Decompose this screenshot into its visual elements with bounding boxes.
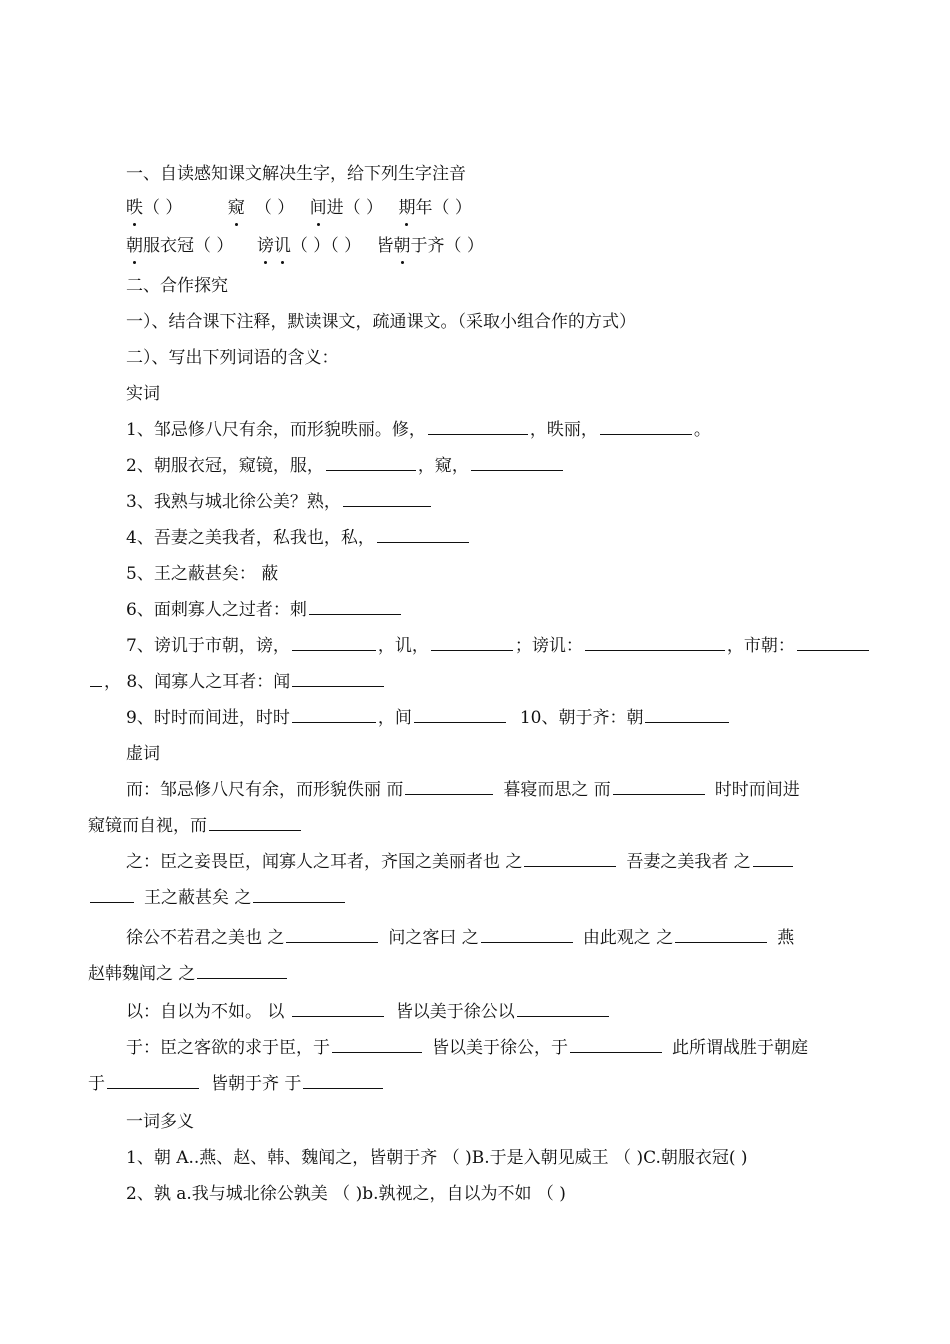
answer-blank[interactable] bbox=[570, 1036, 662, 1053]
answer-blank[interactable] bbox=[303, 1072, 383, 1089]
question-text: 7、谤讥于市朝，谤， bbox=[126, 636, 290, 656]
question-text: 燕 bbox=[777, 928, 795, 948]
question-text: ，讥， bbox=[377, 636, 429, 656]
paren[interactable]: （ ） bbox=[330, 236, 362, 256]
question-text: 赵韩魏闻之 之 bbox=[88, 964, 196, 984]
answer-blank[interactable] bbox=[343, 490, 431, 507]
question-text: ，间 bbox=[377, 708, 412, 728]
answer-blank[interactable] bbox=[292, 634, 376, 651]
section-2-title: 二、合作探究 bbox=[126, 276, 228, 296]
question-text: 3、我熟与城北徐公美？熟， bbox=[126, 492, 341, 512]
char: 期 bbox=[398, 198, 416, 218]
paren[interactable]: （ ） bbox=[432, 198, 472, 218]
answer-blank[interactable] bbox=[613, 778, 705, 795]
answer-blank[interactable] bbox=[292, 1000, 384, 1017]
question-7 bbox=[126, 634, 871, 658]
question-text: 而：邹忌修八尺有余，而形貌佚丽 而 bbox=[126, 780, 404, 800]
xuci-zhi-1 bbox=[126, 850, 795, 874]
answer-blank[interactable] bbox=[431, 634, 513, 651]
paren[interactable]: （ ） bbox=[444, 236, 484, 256]
xuci-yu-2 bbox=[88, 1072, 385, 1096]
xuci-yi bbox=[126, 1000, 611, 1024]
answer-blank[interactable] bbox=[675, 926, 767, 943]
paren[interactable]: （ ） bbox=[143, 198, 183, 218]
paren[interactable]: （ ） bbox=[343, 198, 384, 218]
heading-duoyi: 一词多义 bbox=[126, 1112, 194, 1132]
answer-blank[interactable] bbox=[107, 1072, 199, 1089]
heading-shici: 实词 bbox=[126, 384, 160, 404]
answer-blank[interactable] bbox=[309, 598, 401, 615]
answer-blank[interactable] bbox=[209, 814, 301, 831]
question-text: 9、时时而间进，时时 bbox=[126, 708, 290, 728]
answer-blank[interactable] bbox=[645, 706, 729, 723]
answer-blank[interactable] bbox=[286, 926, 378, 943]
question-text: 1、邹忌修八尺有余，而形貌昳丽。修， bbox=[126, 420, 426, 440]
instruction-2: 二）、写出下列词语的含义： bbox=[126, 348, 339, 368]
question-text: 时时而间进 bbox=[714, 780, 800, 800]
answer-blank[interactable] bbox=[405, 778, 493, 795]
answer-blank[interactable] bbox=[600, 418, 692, 435]
answer-blank[interactable] bbox=[377, 526, 469, 543]
question-text: ，市朝： bbox=[726, 636, 795, 656]
char: 进 bbox=[326, 198, 344, 218]
paren[interactable]: （ ） bbox=[254, 198, 295, 218]
question-text: 皆以美于徐公，于 bbox=[432, 1038, 568, 1058]
answer-blank[interactable] bbox=[253, 886, 345, 903]
question-text: 由此观之 之 bbox=[582, 928, 674, 948]
char: 朝 bbox=[393, 236, 411, 256]
answer-blank[interactable] bbox=[481, 926, 573, 943]
answer-blank[interactable] bbox=[197, 962, 287, 979]
question-3 bbox=[126, 490, 433, 514]
question-text: 徐公不若君之美也 之 bbox=[126, 928, 285, 948]
question-text: 以：自以为不如。 以 bbox=[126, 1002, 290, 1022]
answer-blank[interactable] bbox=[326, 454, 416, 471]
xuci-yu-1 bbox=[126, 1036, 808, 1060]
duoyi-1: 1、朝 A..燕、赵、韩、魏闻之，皆朝于齐 （ )B.于是入朝见威王 （ )C.朝服衣冠( ) bbox=[126, 1148, 748, 1168]
char: 于齐 bbox=[410, 236, 445, 256]
question-7-8-continued bbox=[88, 670, 386, 694]
answer-blank[interactable] bbox=[524, 850, 616, 867]
char: 谤 bbox=[256, 236, 274, 256]
question-text: 问之客曰 之 bbox=[388, 928, 479, 948]
question-text: 暮寝而思之 而 bbox=[503, 780, 611, 800]
question-text: ，昳丽， bbox=[529, 420, 598, 440]
question-text: 。 bbox=[693, 420, 711, 440]
xuci-er-continued bbox=[88, 814, 303, 838]
question-5: 5、王之蔽甚矣： 蔽 bbox=[126, 564, 279, 584]
char: 皆 bbox=[376, 236, 394, 256]
instruction-1: 一）、结合课下注释，默读课文，疏通课文。（采取小组合作的方式） bbox=[126, 312, 636, 332]
char: 昳 bbox=[126, 198, 143, 218]
question-text: ，窥， bbox=[417, 456, 469, 476]
question-text: 吾妻之美我者 之 bbox=[626, 852, 751, 872]
xuci-er bbox=[126, 778, 800, 802]
char: 年 bbox=[415, 198, 433, 218]
question-2 bbox=[126, 454, 565, 478]
question-text: 此所谓战胜于朝庭 bbox=[672, 1038, 808, 1058]
question-text: 于：臣之客欲的求于臣，于 bbox=[126, 1038, 330, 1058]
answer-blank[interactable] bbox=[90, 670, 102, 687]
pinyin-row-1 bbox=[126, 196, 472, 220]
question-text: ；谤讥： bbox=[514, 636, 583, 656]
char: 间 bbox=[309, 198, 327, 218]
xuci-zhi-4 bbox=[88, 962, 289, 986]
question-6 bbox=[126, 598, 403, 622]
answer-blank[interactable] bbox=[585, 634, 725, 651]
answer-blank[interactable] bbox=[517, 1000, 609, 1017]
answer-blank[interactable] bbox=[471, 454, 563, 471]
heading-xuci: 虚词 bbox=[126, 744, 160, 764]
char: 服衣冠 bbox=[143, 236, 194, 256]
answer-blank[interactable] bbox=[753, 850, 793, 867]
question-text: 6、面刺寡人之过者：刺 bbox=[126, 600, 307, 620]
question-text: 皆以美于徐公以 bbox=[395, 1002, 515, 1022]
answer-blank[interactable] bbox=[428, 418, 528, 435]
paren[interactable]: （ ） bbox=[290, 236, 331, 256]
section-1-title: 一、自读感知课文解决生字，给下列生字注音 bbox=[126, 164, 466, 184]
question-text: 之：臣之妾畏臣，闻寡人之耳者，齐国之美丽者也 之 bbox=[126, 852, 523, 872]
char: 窥 bbox=[227, 198, 245, 218]
pinyin-row-2 bbox=[126, 234, 484, 258]
question-text: 10、朝于齐：朝 bbox=[519, 708, 644, 728]
answer-blank[interactable] bbox=[332, 1036, 422, 1053]
char: 讥 bbox=[273, 236, 291, 256]
paren[interactable]: （ ） bbox=[194, 236, 234, 256]
question-4 bbox=[126, 526, 471, 550]
question-text: 4、吾妻之美我者，私我也，私， bbox=[126, 528, 375, 548]
answer-blank[interactable] bbox=[414, 706, 506, 723]
xuci-zhi-3 bbox=[126, 926, 794, 950]
answer-blank[interactable] bbox=[797, 634, 869, 651]
duoyi-2: 2、孰 a.我与城北徐公孰美 （ )b.孰视之，自以为不如 （ ) bbox=[126, 1184, 566, 1204]
question-text: 王之蔽甚矣 之 bbox=[144, 888, 252, 908]
question-text: 窥镜而自视，而 bbox=[88, 816, 207, 836]
answer-blank[interactable] bbox=[292, 670, 384, 687]
answer-blank[interactable] bbox=[90, 886, 134, 903]
question-text: 2、朝服衣冠，窥镜，服， bbox=[126, 456, 324, 476]
question-text: 于 bbox=[88, 1074, 105, 1094]
xuci-zhi-2 bbox=[88, 886, 347, 910]
question-text: ， 8、闻寡人之耳者：闻 bbox=[104, 672, 291, 692]
question-9-10 bbox=[126, 706, 731, 730]
char: 朝 bbox=[126, 236, 143, 256]
question-text: 皆朝于齐 于 bbox=[211, 1074, 302, 1094]
answer-blank[interactable] bbox=[292, 706, 376, 723]
question-1 bbox=[126, 418, 711, 442]
